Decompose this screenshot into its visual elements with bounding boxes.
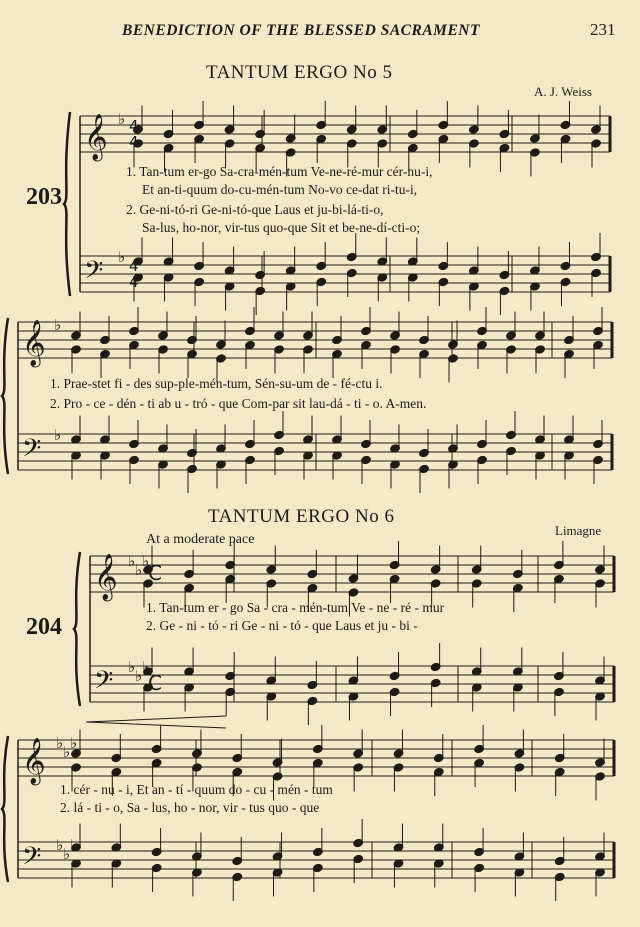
hymn-204-sys2-lyric-1: 1. cér - nu - i, Et an - tí - quum do - cu - mén - tum (60, 782, 333, 797)
hymn-204-number: 204 (26, 614, 62, 640)
hymn-203-sys1-bass-time-top: 4 (129, 257, 139, 275)
hymn-204-sys1-lyric-2: 2. Ge - ni - tó - ri Ge - ni - tó - que Laus et ju - bi - (146, 618, 418, 633)
hymn-203-title: TANTUM ERGO No 5 (206, 62, 393, 83)
hymn-204-tempo: At a moderate pace (146, 532, 255, 547)
hymn-204-sys2-bass-flat: ♭ (63, 845, 71, 863)
hymn-203-sys1-lyric-2: Et an-ti-quum do-cu-mén-tum No-vo ce-dat ri-tu-i, (142, 182, 418, 197)
hymn-203-sys1-treble-time-bottom: 4 (129, 133, 139, 151)
hymn-204-sys1-treble-flat: ♭ (142, 552, 150, 570)
crescendo-hairpin (86, 716, 226, 728)
hymn-204-sys2-treble-clef: 𝄞 (22, 738, 46, 784)
hymn-203-sys1-bass-clef: 𝄢 (84, 256, 104, 291)
hymn-204-sys1-bass-clef: 𝄢 (94, 666, 114, 701)
hymn-203-sys1-lyric-4: Sa-lus, ho-nor, vir-tus quo-que Sit et be-ne-dí-cti-o; (142, 220, 421, 235)
hymn-204-composer: Limagne (555, 523, 602, 538)
page-number: 231 (590, 20, 616, 39)
hymn-204-sys2-bass-clef: 𝄢 (22, 842, 42, 877)
hymn-203-sys1-bass-time-bottom: 4 (129, 273, 139, 291)
hymn-203-number: 203 (26, 184, 62, 210)
hymn-204-sys2-treble-flat: ♭ (56, 734, 64, 752)
hymn-204-sys1-brace (74, 552, 80, 706)
hymn-204-sys2-brace (2, 736, 8, 882)
hymn-203-sys1-lyric-1: 1. Tan-tum er-go Sa-cra-mén-tum Ve-ne-ré-mur cér-nu-i, (126, 164, 433, 179)
hymn-203-sys2-treble-clef: 𝄞 (22, 320, 46, 366)
hymn-203-sys1-brace (64, 112, 70, 296)
hymn-204-sys2-bass-flat: ♭ (56, 836, 64, 854)
hymn-204-sys2-treble-flat: ♭ (70, 734, 78, 752)
hymn-203-sys2-bass-clef: 𝄢 (22, 434, 42, 469)
hymn-204-sys2-treble-flat: ♭ (63, 743, 71, 761)
hymn-204-title: TANTUM ERGO No 6 (208, 506, 395, 527)
hymn-204-sys1-treble-flat: ♭ (128, 552, 136, 570)
hymn-203-sys2-bass-flat: ♭ (54, 426, 62, 444)
hymn-203-sys1-treble-clef: 𝄞 (84, 114, 108, 160)
hymn-204-sys1-treble-clef: 𝄞 (94, 554, 118, 600)
hymn-203-sys1-treble-flat: ♭ (118, 110, 126, 128)
hymn-204-sys1-treble-flat: ♭ (135, 561, 143, 579)
hymn-203-sys2-brace (2, 318, 8, 474)
hymn-203-sys1-lyric-3: 2. Ge-ni-tó-ri Ge-ni-tó-que Laus et ju-bi-lá-ti-o, (126, 202, 384, 217)
hymn-204-sys1-bass-flat: ♭ (142, 658, 150, 676)
hymn-203-composer: A. J. Weiss (534, 84, 592, 99)
hymn-204-sys2-lyric-2: 2. lá - ti - o, Sa - lus, ho - nor, vir - tus quo - que (60, 800, 320, 815)
hymn-204-sys1-bass-flat: ♭ (135, 667, 143, 685)
hymn-204-sys1-bass-time: C (148, 671, 162, 695)
hymn-203-sys1-bass-flat: ♭ (118, 248, 126, 266)
hymn-204-sys1-lyric-1: 1. Tan-tum er - go Sa - cra - mén-tum Ve - ne - ré - mur (146, 600, 445, 615)
hymn-203-sys1-treble-time-top: 4 (129, 117, 139, 135)
hymn-204-sys1-treble-time: C (148, 561, 162, 585)
page-header-title: BENEDICTION OF THE BLESSED SACRAMENT (122, 22, 480, 39)
hymn-203-sys2-lyric-2: 2. Pro - ce - dén - ti ab u - tró - que Com-par sit lau-dá - ti - o. A-men. (50, 396, 427, 411)
hymn-203-sys2-treble-flat: ♭ (54, 316, 62, 334)
hymn-204-sys2-bass-flat: ♭ (70, 836, 78, 854)
hymn-204-sys1-bass-flat: ♭ (128, 658, 136, 676)
hymn-203-sys2-lyric-1: 1. Prae-stet fi - des sup-ple-mén-tum, Sén-su-um de - fé-ctu i. (50, 376, 383, 391)
